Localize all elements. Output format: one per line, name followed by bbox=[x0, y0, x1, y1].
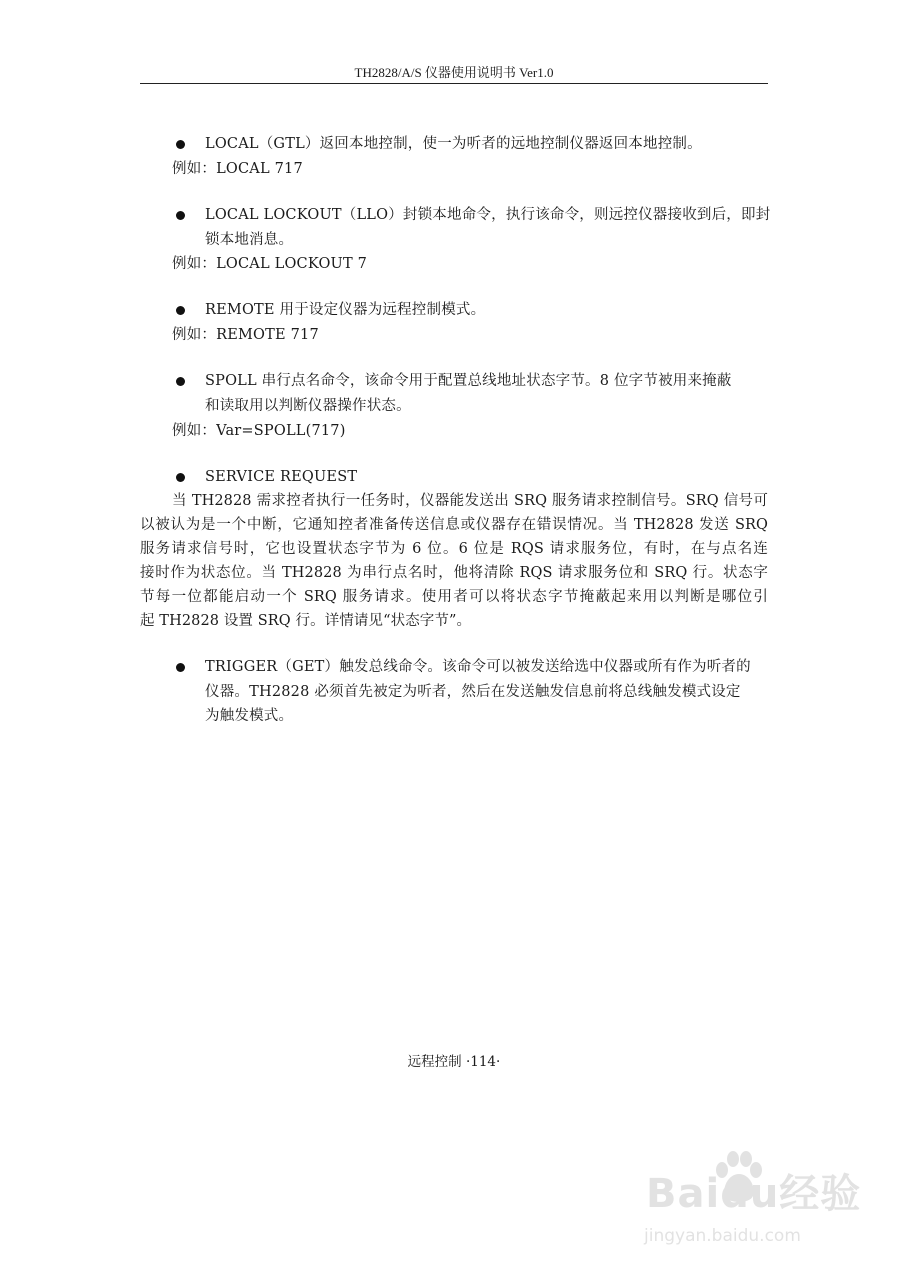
service-request-line: 接时作为状态位。当 TH2828 为串行点名时，他将清除 RQS 请求服务位和 SRQ 行。状态字 bbox=[140, 565, 768, 581]
local-description: LOCAL（GTL）返回本地控制，使一为听者的远地控制仪器返回本地控制。 bbox=[205, 136, 702, 152]
service-request-heading: SERVICE REQUEST bbox=[205, 469, 358, 485]
bullet-remote bbox=[176, 306, 185, 315]
local-example: 例如：LOCAL 717 bbox=[172, 161, 303, 177]
remote-description: REMOTE 用于设定仪器为远程控制模式。 bbox=[205, 302, 486, 318]
baidu-watermark bbox=[640, 1150, 880, 1260]
local-lockout-description-2: 锁本地消息。 bbox=[205, 232, 294, 248]
watermark-brand: Baidu经验 bbox=[646, 1171, 862, 1217]
bullet-local-lockout bbox=[176, 211, 185, 220]
trigger-description-2: 仪器。TH2828 必须首先被定为听者，然后在发送触发信息前将总线触发模式设定 bbox=[205, 684, 741, 700]
service-request-line: 起 TH2828 设置 SRQ 行。详情请见“状态字节”。 bbox=[140, 613, 472, 629]
bullet-spoll bbox=[176, 377, 185, 386]
service-request-line: 服务请求信号时，它也设置状态字节为 6 位。6 位是 RQS 请求服务位，有时，在与点名连 bbox=[140, 541, 768, 557]
local-lockout-description-1: LOCAL LOCKOUT（LLO）封锁本地命令，执行该命令，则远控仪器接收到后，即封 bbox=[205, 207, 771, 223]
bullet-trigger bbox=[176, 663, 185, 672]
service-request-line: 当 TH2828 需求控者执行一任务时，仪器能发送出 SRQ 服务请求控制信号。SRQ 信号可 bbox=[172, 493, 768, 509]
service-request-line: 以被认为是一个中断，它通知控者准备传送信息或仪器存在错误情况。当 TH2828 发送 SRQ bbox=[140, 517, 768, 533]
page-footer: 远程控制 ·114· bbox=[407, 1054, 501, 1070]
watermark-url: jingyan.baidu.com bbox=[644, 1226, 801, 1246]
spoll-example: 例如：Var=SPOLL(717) bbox=[172, 423, 346, 439]
remote-example: 例如：REMOTE 717 bbox=[172, 327, 319, 343]
trigger-description-1: TRIGGER（GET）触发总线命令。该命令可以被发送给选中仪器或所有作为听者的 bbox=[205, 659, 751, 675]
header-divider bbox=[140, 83, 768, 84]
local-lockout-example: 例如：LOCAL LOCKOUT 7 bbox=[172, 256, 368, 272]
service-request-line: 节每一位都能启动一个 SRQ 服务请求。使用者可以将状态字节掩蔽起来用以判断是哪位引 bbox=[140, 589, 768, 605]
spoll-description-1: SPOLL 串行点名命令，该命令用于配置总线地址状态字节。8 位字节被用来掩蔽 bbox=[205, 373, 732, 389]
bullet-local bbox=[176, 140, 185, 149]
trigger-description-3: 为触发模式。 bbox=[205, 708, 294, 724]
bullet-service-request bbox=[176, 473, 185, 482]
page-header: TH2828/A/S 仪器使用说明书 Ver1.0 bbox=[354, 65, 554, 80]
spoll-description-2: 和读取用以判断仪器操作状态。 bbox=[205, 398, 411, 414]
